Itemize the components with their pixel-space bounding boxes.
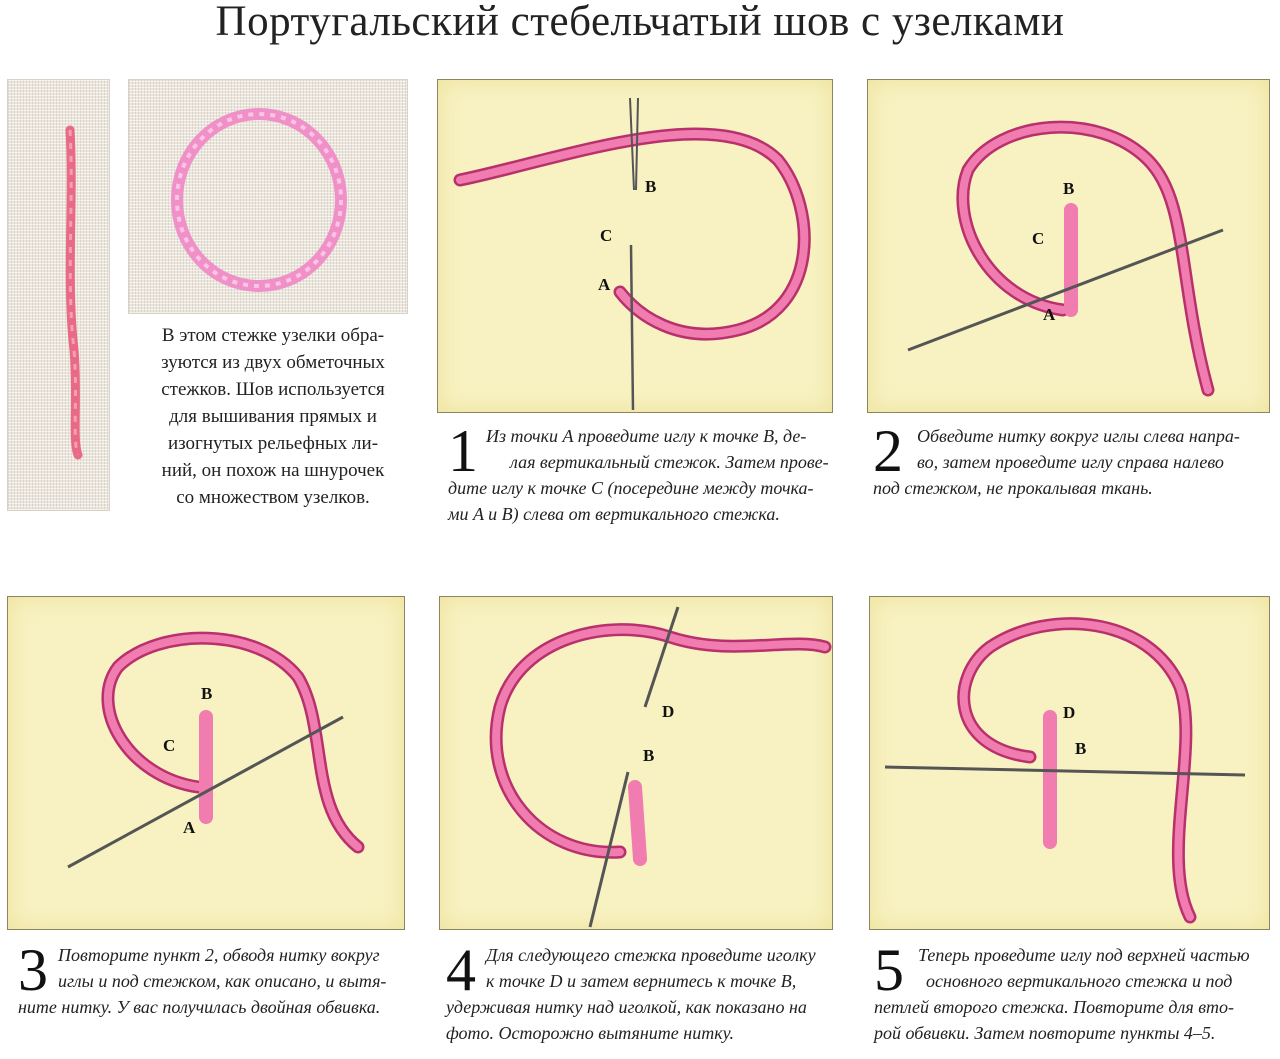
intro-text — [143, 322, 403, 511]
step-line: лая вертикальный стежок. Затем прове- — [510, 452, 829, 472]
point-label-c: C — [1032, 229, 1045, 248]
step-text-continued — [18, 994, 380, 1020]
sample-photo-straight — [8, 80, 109, 510]
point-label-c: C — [600, 226, 613, 245]
intro-line: изогнутых рельефных ли- — [167, 433, 379, 454]
straight-stitch-illustration — [8, 80, 109, 510]
intro-line: для вышивания прямых и — [169, 406, 377, 427]
point-label-b: B — [1063, 179, 1075, 198]
step-text — [486, 942, 816, 994]
step-1-illustration — [438, 80, 832, 412]
step-text — [917, 423, 1240, 475]
step-line: Повторите пункт 2, обводя нитку вокруг — [58, 945, 380, 965]
intro-line: ний, он похож на шнурочек — [161, 460, 385, 481]
intro-line: со множеством узелков. — [176, 487, 370, 508]
step-text-continued — [874, 994, 1234, 1046]
step-2-caption — [873, 418, 1273, 513]
step-line: удерживая нитку над иголкой, как показано на — [446, 997, 807, 1017]
step-number: 3 — [18, 937, 48, 1003]
page-title: Португальский стебельчатый шов с узелками — [215, 0, 1065, 45]
step-text-continued — [446, 994, 807, 1046]
step-text — [486, 423, 829, 475]
step-5-caption — [874, 937, 1274, 1052]
step-line: Для следующего стежка проведите иголку — [486, 945, 816, 965]
step-line: рой обвивки. Затем повторите пункты 4–5. — [874, 1023, 1216, 1043]
sample-photo-circle — [129, 80, 407, 313]
step-number: 4 — [446, 937, 476, 1003]
step-line: Обведите нитку вокруг иглы слева напра- — [917, 426, 1240, 446]
circle-stitch-illustration — [129, 80, 407, 313]
step-line: к точке D и затем вернитесь к точке B, — [486, 971, 797, 991]
point-label-b: B — [645, 177, 657, 196]
point-label-d: D — [662, 702, 675, 721]
step-line: дите иглу к точке C (посередине между точка- — [448, 478, 814, 498]
step-1-drawing — [438, 80, 832, 412]
step-number: 2 — [873, 418, 903, 484]
point-label-d: D — [1063, 703, 1076, 722]
step-line: основного вертикального стежка и под — [926, 971, 1233, 991]
step-text-continued — [448, 475, 814, 527]
step-number: 5 — [874, 937, 904, 1003]
step-3-drawing — [8, 597, 404, 929]
step-1-caption — [448, 418, 829, 533]
step-line: во, затем проведите иглу справа налево — [917, 452, 1224, 472]
step-line: иглы и под стежком, как описано, и вытя- — [58, 971, 387, 991]
point-label-a: A — [1043, 305, 1056, 324]
point-label-a: A — [598, 275, 611, 294]
point-label-b: B — [201, 684, 213, 703]
step-5-illustration — [870, 597, 1269, 929]
intro-line: В этом стежке узелки обра- — [161, 325, 385, 346]
point-label-a: A — [183, 818, 196, 837]
point-label-b: B — [643, 746, 655, 765]
intro-line: зуются из двух обметочных — [161, 352, 385, 373]
step-4-drawing — [440, 597, 832, 929]
step-line: фото. Осторожно вытяните нитку. — [446, 1023, 734, 1043]
step-line: Из точки A проведите иглу к точке B, де- — [486, 426, 807, 446]
intro-line: стежков. Шов используется — [161, 379, 385, 400]
step-3-illustration — [8, 597, 404, 929]
step-5-drawing — [870, 597, 1269, 929]
step-2-drawing — [868, 80, 1269, 412]
step-line: ми A и B) слева от вертикального стежка. — [448, 504, 780, 524]
step-text-continued — [873, 475, 1153, 501]
step-line: под стежком, не прокалывая ткань. — [873, 478, 1153, 498]
step-line: ните нитку. У вас получилась двойная обвивка. — [18, 997, 381, 1017]
step-3-caption — [18, 937, 418, 1032]
step-2-illustration — [868, 80, 1269, 412]
step-4-illustration — [440, 597, 832, 929]
step-text — [58, 942, 386, 994]
point-label-b: B — [1075, 739, 1087, 758]
step-line: петлей второго стежка. Повторите для вто- — [874, 997, 1235, 1017]
step-line: Теперь проведите иглу под верхней частью — [918, 945, 1250, 965]
point-label-c: C — [163, 736, 176, 755]
step-number: 1 — [448, 418, 478, 484]
step-4-caption — [446, 937, 846, 1052]
step-text — [918, 942, 1250, 994]
